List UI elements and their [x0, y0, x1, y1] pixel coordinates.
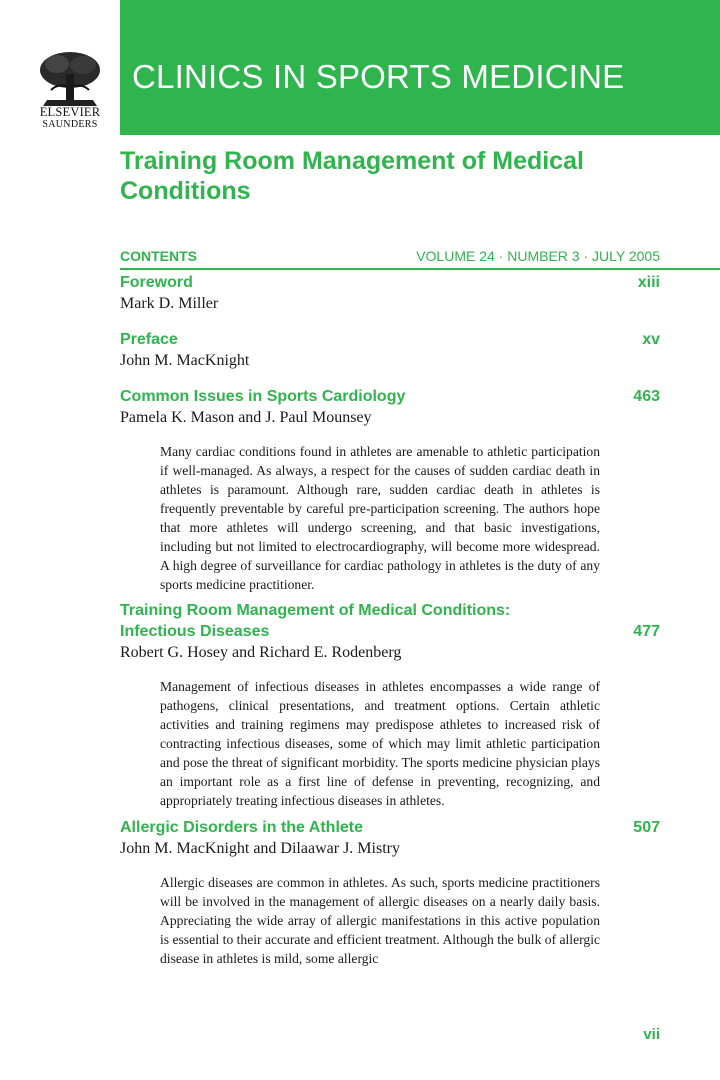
elsevier-tree-logo-icon — [37, 50, 103, 106]
contents-label: CONTENTS — [120, 248, 197, 264]
entry-title[interactable]: Common Issues in Sports Cardiology — [120, 388, 406, 405]
toc-entry-allergic-disorders — [120, 817, 660, 968]
issue-title: Training Room Management of Medical Conditions — [120, 147, 584, 205]
entry-page[interactable]: 477 — [633, 623, 660, 640]
contents-header — [120, 248, 720, 270]
entry-authors: Pamela K. Mason and J. Paul Mounsey — [120, 409, 372, 426]
entry-abstract: Many cardiac conditions found in athletes are amenable to athletic participation if well-managed. As always, a respect for the causes of sudden cardiac death in athletes is paramount. Although rare, sudden cardiac death in athletes is frequently preventable by careful pre-participation screening. The authors hope that more athletes will undergo screening, and that basic investigations, including but not limited to electrocardiography, will become more widespread. A high degree of surveillance for cardiac pathology in athletes is the duty of any sports medicine practitioner. — [160, 444, 600, 592]
publisher-imprint: SAUNDERS — [42, 119, 98, 130]
journal-title: CLINICS IN SPORTS MEDICINE — [132, 58, 625, 95]
entry-title[interactable]: Foreword — [120, 274, 193, 291]
page-folio: vii — [643, 1026, 660, 1043]
toc-entry-preface — [120, 329, 660, 371]
entry-authors: Robert G. Hosey and Richard E. Rodenberg — [120, 644, 402, 661]
entry-page[interactable]: xv — [642, 331, 660, 348]
entry-page[interactable]: xiii — [637, 274, 660, 291]
entry-title[interactable]: Training Room Management of Medical Conditions: Infectious Diseases — [120, 602, 511, 640]
entry-authors: John M. MacKnight — [120, 352, 250, 369]
toc-entry-foreword — [120, 272, 660, 314]
entry-title[interactable]: Allergic Disorders in the Athlete — [120, 819, 364, 836]
entry-abstract: Management of infectious diseases in athletes encompasses a wide range of pathogens, clinical presentations, and treatment options. Certain athletic activities and training regimens may predispose athletes to increased risk of contracting infectious diseases, some of which may limit athletic participation and pose the threat of significant morbidity. The sports medicine physician plays an important role as a first line of defense in preventing, recognizing, and appropriately treating infectious diseases in athletes. — [160, 679, 600, 808]
entry-page[interactable]: 463 — [633, 388, 660, 405]
entry-page[interactable]: 507 — [633, 819, 660, 836]
entry-authors: John M. MacKnight and Dilaawar J. Mistry — [120, 840, 400, 857]
publisher-logo — [28, 50, 112, 130]
publisher-name: ELSEVIER — [39, 105, 101, 119]
volume-line: VOLUME 24 · NUMBER 3 · JULY 2005 — [416, 248, 660, 264]
toc-entry-cardiology — [120, 386, 660, 594]
entry-title[interactable]: Preface — [120, 331, 178, 348]
entry-abstract: Allergic diseases are common in athletes. As such, sports medicine practitioners will be involved in the management of allergic diseases on a nearly daily basis. Appreciating the wide array of allergic manifestations in this active population is essential to their accurate and efficient treatment. Although the bulk of allergic disease in athletes is mild, some allergic — [160, 875, 601, 966]
toc-entry-infectious-diseases — [120, 600, 660, 810]
entry-authors: Mark D. Miller — [120, 295, 219, 312]
journal-banner — [120, 0, 720, 135]
